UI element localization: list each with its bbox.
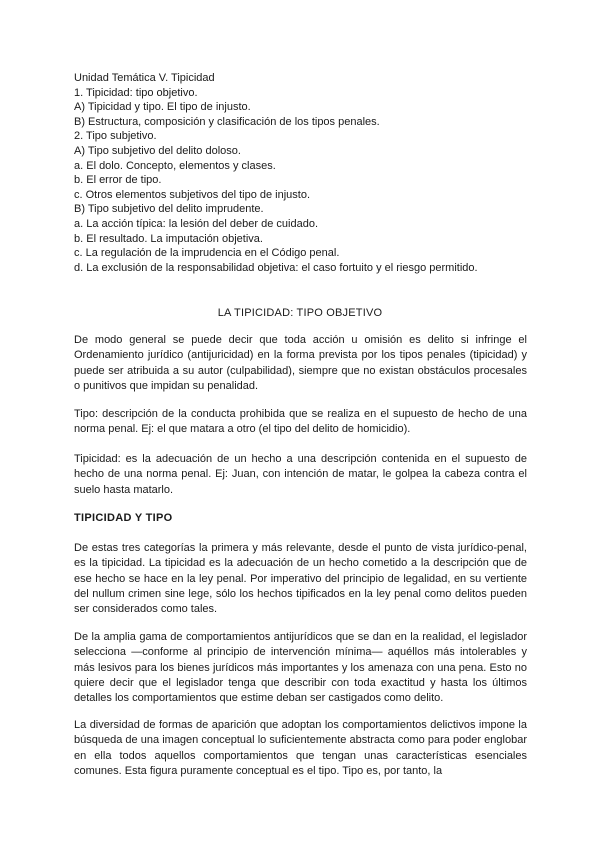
paragraph-tipicidad-definition: Tipicidad: es la adecuación de un hecho a una descripción contenida en el supuesto de hecho de una norma penal. Ej: Juan, con intención de matar, le golpea la cabeza contra el suelo hasta matarlo. <box>74 453 527 496</box>
paragraph-body-1: De estas tres categorías la primera y más relevante, desde el punto de vista jurídico-penal, es la tipicidad. La tipicidad es la adecuación de un hecho cometido a la descripción que de ese hecho se hace en la ley penal. Por imperativo del principio de legalidad, en su vertiente del nullum crimen sine lege, sólo los hechos tipificados en la ley penal como delitos pueden ser considerados como tales. <box>74 542 527 616</box>
outline-line: B) Estructura, composición y clasificación de los tipos penales. <box>74 115 380 128</box>
outline-line: 1. Tipicidad: tipo objetivo. <box>74 86 198 99</box>
outline-line: c. Otros elementos subjetivos del tipo de injusto. <box>74 188 311 201</box>
paragraph-body-2: De la amplia gama de comportamientos antijurídicos que se dan en la realidad, el legislador selecciona —conforme al principio de intervención mínima— aquéllos más intolerables y más lesivos para los bienes jurídicos más importantes y los amenaza con una pena. Esto no quiere decir que el legislador tenga que describir con toda exactitud y hasta los últimos detalles los comportamientos que estime deban ser castigados como delito. <box>74 631 527 705</box>
outline-line: 2. Tipo subjetivo. <box>74 130 157 143</box>
topic-outline <box>74 71 544 275</box>
paragraph-intro: De modo general se puede decir que toda acción u omisión es delito si infringe el Ordenamiento jurídico (antijuricidad) en la forma prevista por los tipos penales (tipicidad) y puede ser atribuida a su autor (culpabilidad), siempre que no existan obstáculos procesales o punitivos que impidan su penalidad. <box>74 334 527 392</box>
paragraph-body-3: La diversidad de formas de aparición que adoptan los comportamientos delictivos impone la búsqueda de una imagen conceptual lo suficientemente abstracta como para poder englobar en ella todos aquellos comportamientos que tengan unas características esenciales comunes. Esta figura puramente conceptual es el tipo. Tipo es, por tanto, la <box>74 719 527 777</box>
outline-line: B) Tipo subjetivo del delito imprudente. <box>74 203 264 216</box>
outline-line: A) Tipo subjetivo del delito doloso. <box>74 144 241 157</box>
subheading: TIPICIDAD Y TIPO <box>74 512 173 524</box>
outline-line: Unidad Temática V. Tipicidad <box>74 72 215 84</box>
outline-line: a. El dolo. Concepto, elementos y clases. <box>74 159 276 172</box>
outline-line: b. El resultado. La imputación objetiva. <box>74 232 263 245</box>
outline-line: d. La exclusión de la responsabilidad objetiva: el caso fortuito y el riesgo permitido. <box>74 261 478 274</box>
outline-line: b. El error de tipo. <box>74 174 162 187</box>
section-title: LA TIPICIDAD: TIPO OBJETIVO <box>217 307 383 319</box>
outline-line: a. La acción típica: la lesión del deber de cuidado. <box>74 217 318 230</box>
outline-line: c. La regulación de la imprudencia en el Código penal. <box>74 247 340 260</box>
outline-line: A) Tipicidad y tipo. El tipo de injusto. <box>74 101 251 114</box>
paragraph-tipo-definition: Tipo: descripción de la conducta prohibida que se realiza en el supuesto de hecho de una norma penal. Ej: el que matara a otro (el tipo del delito de homicidio). <box>74 408 527 436</box>
